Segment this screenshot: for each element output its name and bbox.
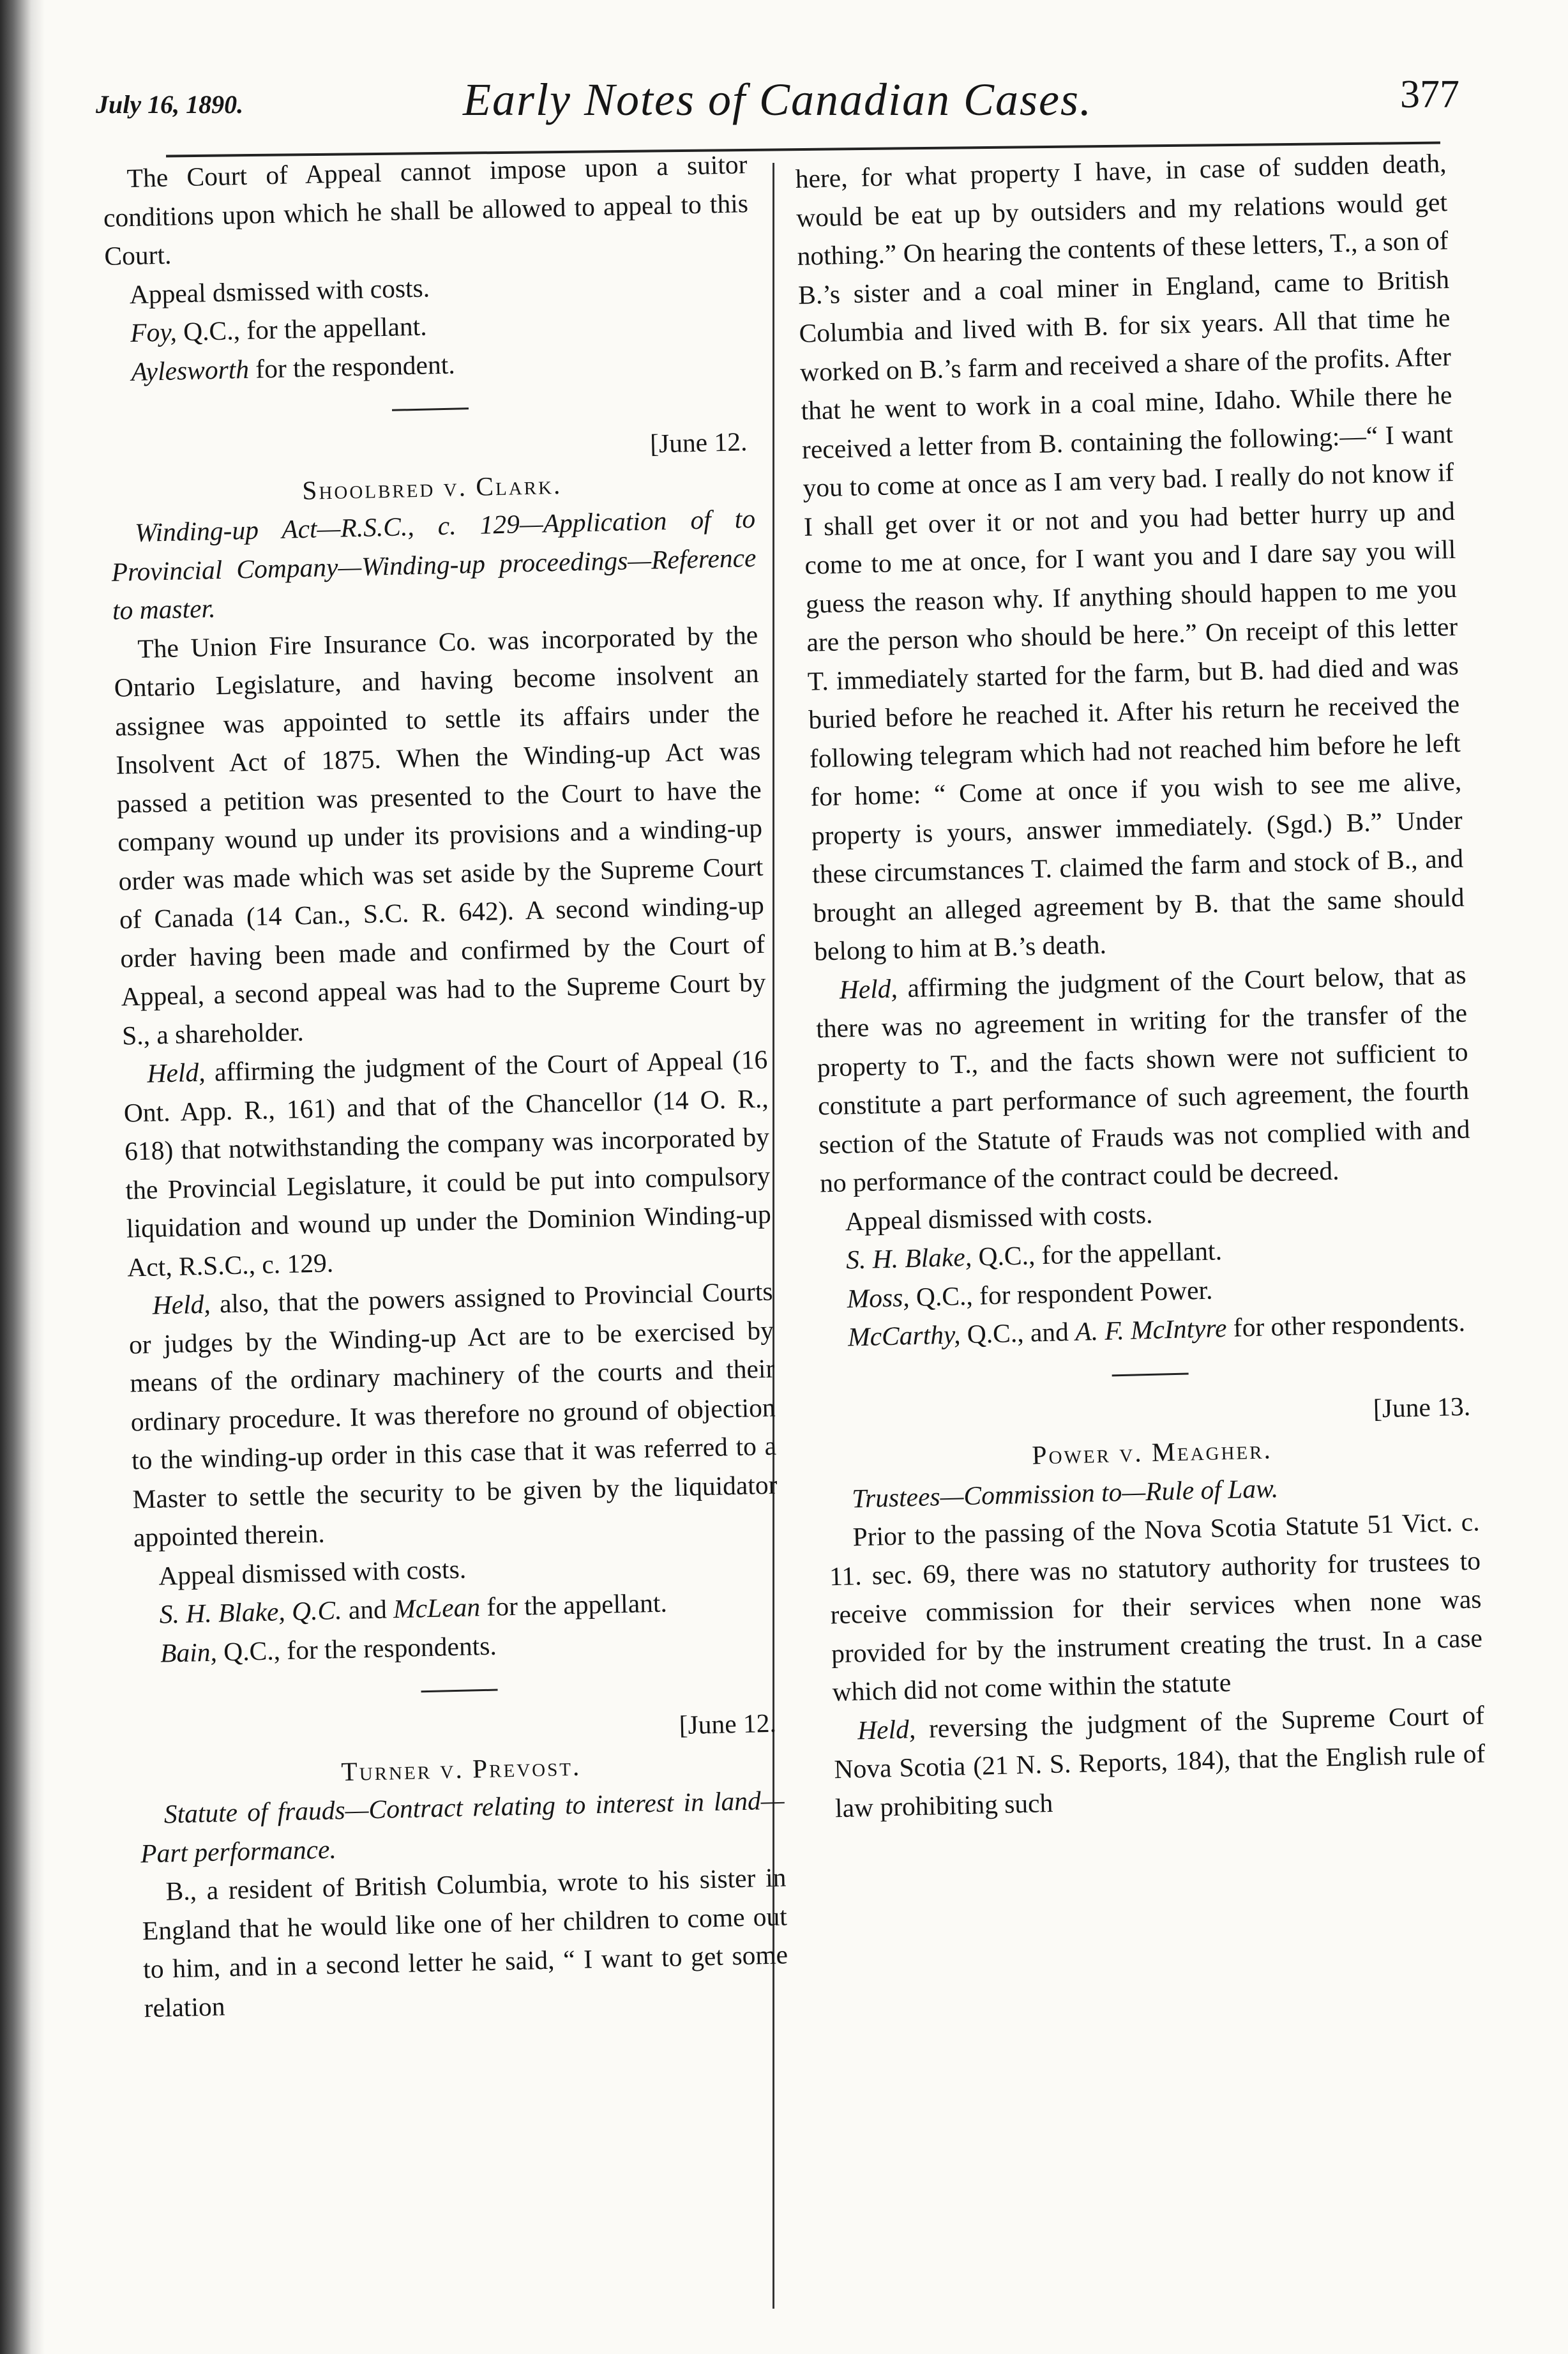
journal-title: Early Notes of Canadian Cases. [462,74,1092,125]
counsel-name: A. F. McIntyre [1074,1313,1228,1346]
counsel-name: McLean [393,1592,481,1624]
disposition: Appeal dsmissed with costs. [129,272,430,309]
holding-text: reversing the judgment of the Supreme Court of Nova Scotia (21 N. S. Reports, 184), that the English rule of law prohibiting such [834,1699,1486,1823]
counsel-role: for other respondents. [1226,1307,1466,1343]
counsel-name: Foy, [130,317,177,348]
counsel-role: Q.C., for the respondents. [216,1630,497,1667]
case-headnote: Trustees—Commission to—Rule of Law. [851,1473,1279,1513]
issue-date: July 16, 1890. [96,90,244,119]
paragraph: Prior to the passing of the Nova Scotia Statute 51 Vict. c. 11. sec. 69, there was no statutory authority for trustees to receive commission for their services when none was provided for by the instrument creating the trust. In a case which did not come within the statute [829,1507,1483,1707]
paragraph: B., a resident of British Columbia, wrote to his sister in England that he would like one of her children to come out to him, and in a second letter he said, “ I want to get some relation [142,1862,788,2023]
case-date: [June 12. [649,427,748,459]
held-word: Held, [152,1289,211,1320]
holding-text: also, that the powers assigned to Provincial Courts or judges by the Winding-up Act are to be exercised by means of the ordinary machinery of the courts and their ordinary procedure. It was therefore no ground of objection to the winding-up order in this case that it was referred to a Master to settle the security to be given by the liquidator appointed therein. [128,1276,778,1553]
case-separator [421,1689,498,1693]
counsel-conj: Q.C., and [960,1316,1076,1349]
running-header [77,61,1479,144]
page-number: 377 [1400,73,1459,116]
held-word: Held, [146,1057,206,1088]
case-date: [June 12. [679,1708,777,1740]
counsel-role: Q.C., for the appellant. [176,311,428,347]
case-headnote: Statute of frauds—Contract relating to interest in land—Part performance. [140,1785,785,1868]
case-date: [June 13. [1373,1391,1471,1423]
counsel-name: McCarthy, [847,1319,961,1352]
counsel-role: Q.C., for respondent Power. [908,1275,1213,1312]
case-separator [392,407,469,411]
counsel-role: for the appellant. [479,1588,668,1622]
holding [833,1696,1486,1827]
counsel-role: Q.C., for the appellant. [971,1236,1223,1272]
holding [128,1272,778,1557]
counsel-name: S. H. Blake, Q.C. [159,1595,342,1629]
disposition: Appeal dismissed with costs. [158,1554,467,1591]
paragraph: The Union Fire Insurance Co. was incorporated by the Ontario Legislature, and having become insolvent an assignee was appointed to settle its affairs under the Insolvent Act of 1875. When the Winding-up Act was passed a petition was presented to the Court to have the company wound up under its provisions and a winding-up order was made which was set aside by the Supreme Court of Canada (14 Can., S.C. R. 642). A second winding-up order having been made and confirmed by the Court of Appeal, a second appeal was had to the Supreme Court by S., a shareholder. [114,619,767,1051]
left-column [102,145,789,2027]
counsel-name: Bain, [160,1637,218,1668]
case-separator [1112,1372,1189,1376]
counsel-role: for the respondent. [248,349,456,384]
paragraph: here, for what property I have, in case of sudden death, would be eat up by outsiders and my relations would get nothing.” On hearing the contents of these letters, T., a son of B.’s sister and a coal miner in England, came to British Columbia and lived with B. for six years. All that time he worked on B.’s farm and received a share of the profits. After that he went to work in a coal mine, Idaho. While there he received a letter from B. containing the following:—“ I want you to come at once as I am very bad. I really do not know if I shall get over it or not and you had better hurry up and come to me at once, for I want you and I dare say you will guess the reason why. If anything should happen to me you are the person who should be here.” On receipt of this letter T. immediately started for the farm, but B. had died and was buried before he reached it. After his return he received the following telegram which had not reached him before he left for home: “ Come at once if you wish to see me alive, property is yours, answer immediately. (Sgd.) B.” Under these circumstances T. claimed the farm and stock of B., and brought an alleged agreement by B. that the same should belong to him at B.’s death. [795,148,1465,966]
holding-text: affirming the judgment of the Court below, that as there was no agreement in writing for the transfer of the property to T., and the facts shown were not sufficient to constitute a part performance of such agreement, the fourth section of the Statute of Frauds was not complied with and no performance of the contract could be decreed. [815,959,1470,1198]
case-title: Power v. Meagher. [1031,1434,1273,1470]
case-title: Shoolbred v. Clark. [301,469,562,505]
case-headnote: Winding-up Act—R.S.C., c. 129—Application of to Provincial Company—Winding-up proceedings—Reference to master. [111,503,757,625]
right-column [795,144,1487,1827]
holding [815,955,1472,1203]
scan-edge-shadow [0,0,45,2354]
holding-text: affirming the judgment of the Court of Appeal (16 Ont. App. R., 161) and that of the Chancellor (14 O. R., 618) that notwithstanding the company was incorporated by the Provincial Legislature, it could be put into compulsory liquidation and wound up under the Dominion Winding-up Act, R.S.C., c. 129. [123,1044,772,1282]
held-word: Held, [857,1713,916,1745]
disposition: Appeal dismissed with costs. [845,1199,1153,1236]
counsel-name: Moss, [847,1282,910,1314]
counsel-conj: and [341,1594,394,1625]
counsel-name: S. H. Blake, [845,1242,972,1275]
holding [123,1040,773,1287]
held-word: Held, [839,973,898,1005]
counsel-name: Aylesworth [131,354,250,386]
paragraph: The Court of Appeal cannot impose upon a suitor conditions upon which he shall be allowed to appeal to this Court. [103,149,749,271]
case-title: Turner v. Prevost. [340,1751,582,1786]
